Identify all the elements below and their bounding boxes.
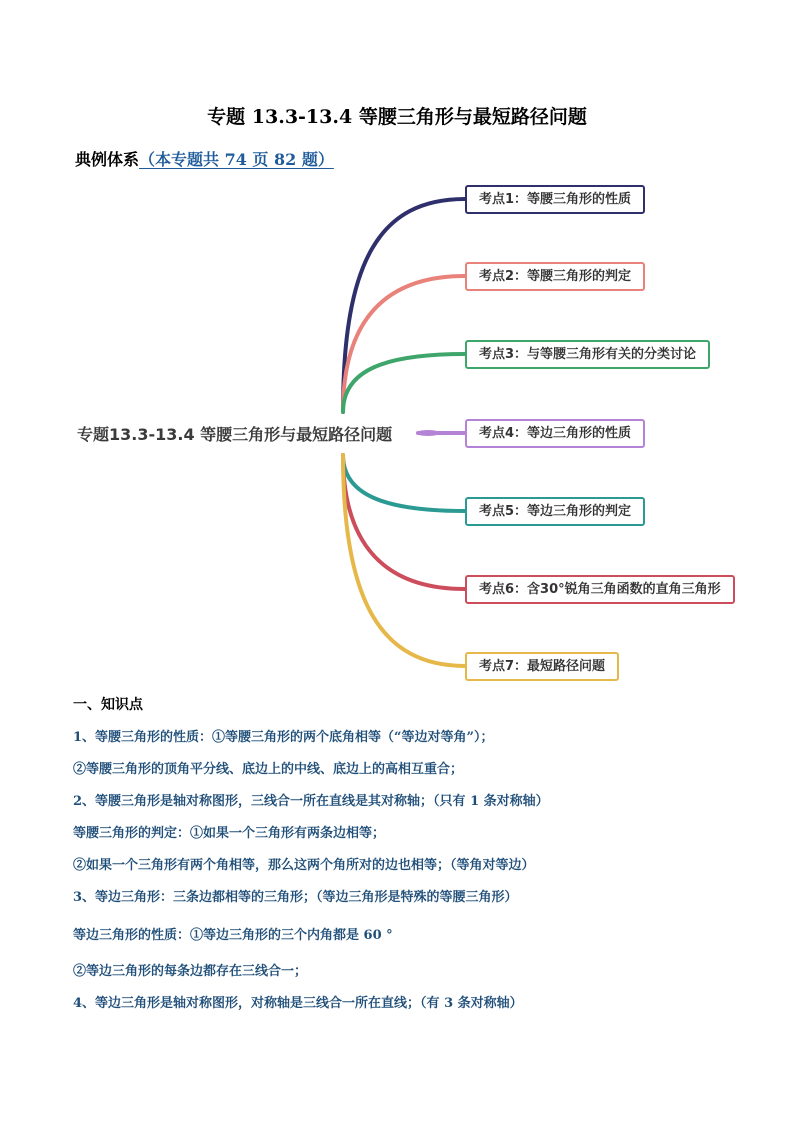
branch-1 <box>343 199 465 412</box>
branch-7 <box>343 455 465 666</box>
branch-3 <box>343 354 465 412</box>
mindmap-node-5: 考点5：等边三角形的判定 <box>465 497 645 526</box>
section-heading <box>75 147 334 170</box>
knowledge-line: ②等腰三角形的顶角平分线、底边上的中线、底边上的高相互重合； <box>73 762 464 777</box>
branch-4-stub <box>416 430 440 436</box>
knowledge-line: 1、等腰三角形的性质：①等腰三角形的两个底角相等（“等边对等角”）； <box>73 730 494 745</box>
mindmap-node-2: 考点2：等腰三角形的判定 <box>465 262 645 291</box>
mindmap-node-7: 考点7：最短路径问题 <box>465 652 619 681</box>
mindmap-node-3: 考点3：与等腰三角形有关的分类讨论 <box>465 340 710 369</box>
mindmap-node-4: 考点4：等边三角形的性质 <box>465 419 645 448</box>
knowledge-line: ②等边三角形的每条边都存在三线合一； <box>73 964 308 979</box>
branch-6 <box>343 455 465 589</box>
section-subtitle: （本专题共 74 页 82 题） <box>139 150 334 169</box>
section-heading-label: 典例体系 <box>75 150 140 169</box>
branch-2 <box>343 276 465 412</box>
document-title: 专题 13.3-13.4 等腰三角形与最短路径问题 <box>207 106 587 128</box>
knowledge-line: 4、等边三角形是轴对称图形，对称轴是三线合一所在直线；（有 3 条对称轴） <box>73 996 523 1011</box>
knowledge-line: 等边三角形的性质：①等边三角形的三个内角都是 60 ° <box>73 928 393 943</box>
knowledge-heading: 一、知识点 <box>73 697 143 713</box>
mindmap-root: 专题13.3-13.4 等腰三角形与最短路径问题 <box>77 425 393 444</box>
knowledge-line: ②如果一个三角形有两个角相等，那么这两个角所对的边也相等；（等角对等边） <box>73 858 535 873</box>
mindmap-node-1: 考点1：等腰三角形的性质 <box>465 185 645 214</box>
knowledge-line: 等腰三角形的判定：①如果一个三角形有两条边相等； <box>73 826 386 841</box>
mindmap-node-6: 考点6：含30°锐角三角函数的直角三角形 <box>465 575 735 604</box>
branch-5 <box>343 455 465 511</box>
knowledge-line: 3、等边三角形：三条边都相等的三角形；（等边三角形是特殊的等腰三角形） <box>73 890 518 905</box>
knowledge-line: 2、等腰三角形是轴对称图形，三线合一所在直线是其对称轴；（只有 1 条对称轴） <box>73 794 549 809</box>
